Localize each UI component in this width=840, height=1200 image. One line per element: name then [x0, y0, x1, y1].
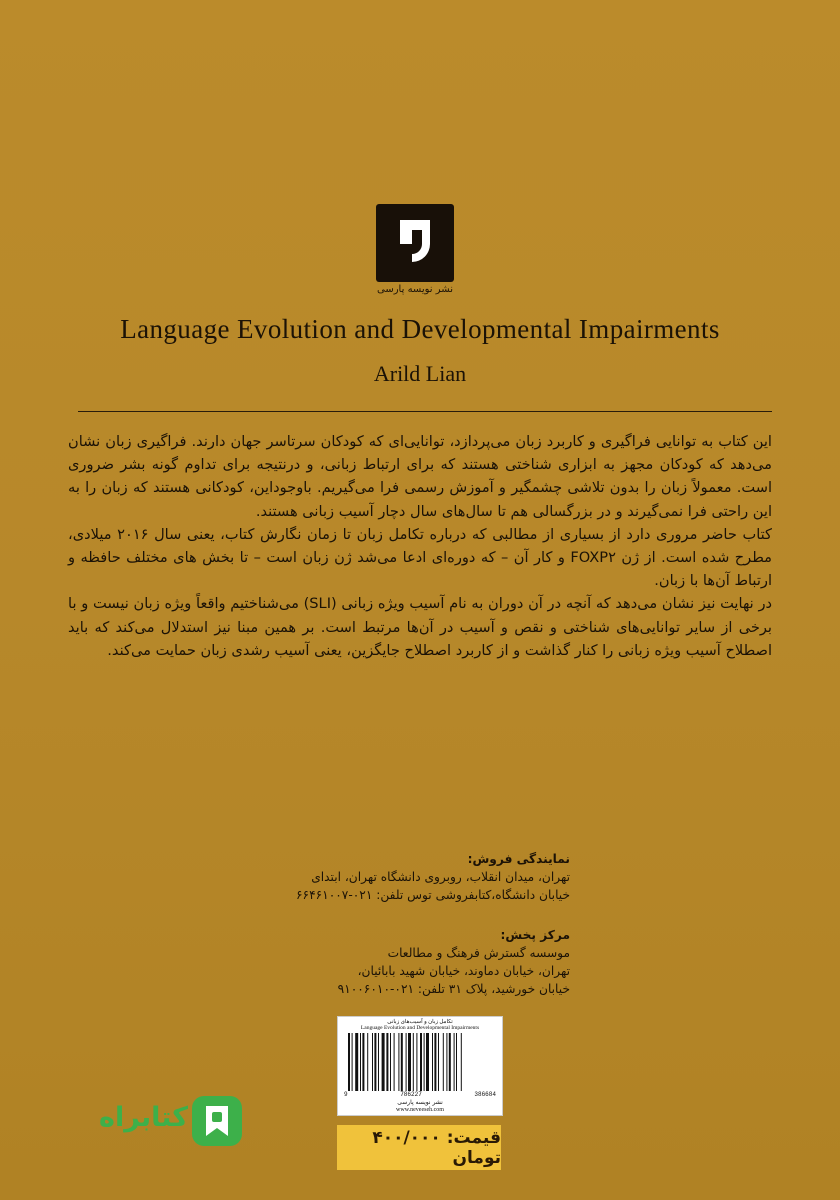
- description-paragraph: در نهایت نیز نشان می‌دهد که آنچه در آن دوران به نام آسیب ویژه زبانی (SLI) می‌شناختیم واقعاً ویژه زبان نیست و با برخی از سایر توانایی‌های شناختی و نقص و آسیب در آن‌ها مرتبط است. بر همین مبنا نیز استدلال می‌کند که باید اصطلاح آسیب ویژه زبانی را کنار گذاشت و از کاربرد اصطلاح جایگزین، یعنی آسیب رشدی زبان حمایت می‌کند.: [68, 595, 772, 659]
- sales-agency: [240, 850, 570, 904]
- distribution-heading: مرکز پخش:: [500, 928, 570, 942]
- barcode-bar: [449, 1033, 451, 1091]
- barcode-bar: [355, 1033, 358, 1091]
- barcode-bar: [360, 1033, 361, 1091]
- description-paragraph: این کتاب به توانایی فراگیری و کاربرد زبان می‌پردازد، توانایی‌ای که کودکان سرتاسر جهان دارند. فراگیری زبان نشان می‌دهد که کودکان مجهز به ابزاری شناختی هستند که برای ارتباط زبانی، و درنتیجه برای تداوم گونه بشر ضروری است. معمولاً زبان را بدون تلاشی چشمگیر و آموزش رسمی فرا می‌گیریم. باوجوداین، کودکانی هستند که زبان را به این راحتی فرا نمی‌گیرند و در بزرگسالی هم تا سال‌های سال دچار آسیب زبانی هستند.: [68, 433, 772, 520]
- barcode-bar: [386, 1033, 388, 1091]
- barcode-title-fa: تکامل زبان و آسیب‌های زبانی: [387, 1019, 453, 1025]
- store-name: کتابراه: [99, 1102, 188, 1133]
- sales-address-line: خیابان دانشگاه،کتابفروشی توس تلفن: ۰۲۱-۶۶۴۶۱۰۰۷: [295, 888, 570, 902]
- barcode-bar: [434, 1033, 436, 1091]
- barcode-bar: [378, 1033, 379, 1091]
- barcode-label: [337, 1016, 503, 1116]
- book-title: Language Evolution and Developmental Impairments: [120, 314, 720, 344]
- barcode-bar: [394, 1033, 395, 1091]
- barcode-bar: [348, 1033, 350, 1091]
- publisher-name: نشر نویسه پارسی: [377, 284, 453, 295]
- barcode-bar: [420, 1033, 422, 1091]
- barcode-digit-group: 786227: [400, 1091, 422, 1098]
- barcode-bar: [398, 1033, 399, 1091]
- barcode-bar: [461, 1033, 462, 1091]
- store-watermark: [40, 1092, 226, 1150]
- barcode-bar: [446, 1033, 447, 1091]
- description-paragraph: کتاب حاضر مروری دارد از بسیاری از مطالبی که درباره تکامل زبان تا زمان نگارش کتاب، یعنی سال ۲۰۱۶ میلادی، مطرح شده است. از ژن FOXP۲ و کار آن – که دوره‌ای ادعا می‌شد ژن زبان است – تا بخش های مختلف حافظه و ارتباط آن‌ها با زبان.: [68, 525, 772, 590]
- barcode-bar: [374, 1033, 376, 1091]
- price-tag: قیمت: ۴۰۰/۰۰۰ تومان: [337, 1125, 501, 1170]
- barcode-publisher: نشر نویسه پارسی: [397, 1099, 443, 1106]
- distribution-address-line: خیابان خورشید، پلاک ۳۱ تلفن: ۰۲۱-۹۱۰۰۶۰۱۰: [337, 982, 570, 996]
- barcode-bar: [406, 1033, 407, 1091]
- publisher-logo: [376, 204, 454, 282]
- book-description: [68, 430, 772, 662]
- barcode-bar: [413, 1033, 414, 1091]
- barcode-bar: [416, 1033, 417, 1091]
- sales-heading: نمایندگی فروش:: [467, 852, 570, 866]
- barcode-website: www.neveeseh.com: [396, 1107, 444, 1113]
- barcode-bar: [456, 1033, 457, 1091]
- barcode-title-en: Language Evolution and Developmental Impairments: [360, 1025, 480, 1031]
- barcode-bar: [372, 1033, 373, 1091]
- barcode-bar: [382, 1033, 385, 1091]
- barcode-book-title: [338, 1019, 502, 1031]
- barcode-digit-group: 386684: [474, 1091, 496, 1098]
- sales-address-line: تهران، میدان انقلاب، روبروی دانشگاه تهران، ابتدای: [311, 870, 570, 884]
- divider: [78, 411, 772, 412]
- barcode-bar: [362, 1033, 364, 1091]
- barcode-bar: [432, 1033, 433, 1091]
- barcode-bar: [438, 1033, 439, 1091]
- barcode-bar: [401, 1033, 403, 1091]
- barcode-bar: [426, 1033, 429, 1091]
- barcode-bar: [424, 1033, 425, 1091]
- barcode-digit-group: 9: [344, 1091, 348, 1098]
- barcode-bar: [390, 1033, 391, 1091]
- barcode-bar: [454, 1033, 455, 1091]
- bookmark-logo-icon: [188, 1092, 246, 1150]
- barcode-bar: [443, 1033, 444, 1091]
- barcode-digits: [344, 1091, 496, 1098]
- publisher-logo-icon: [390, 214, 440, 270]
- barcode-icon: [348, 1033, 492, 1091]
- barcode-bar: [367, 1033, 368, 1091]
- barcode-bar: [408, 1033, 411, 1091]
- distribution-center: [240, 926, 570, 998]
- distribution-address-line: موسسه گسترش فرهنگ و مطالعات: [387, 946, 570, 960]
- book-author: Arild Lian: [373, 361, 467, 386]
- distribution-address-line: تهران، خیابان دماوند، خیابان شهید بابائیان،: [357, 964, 570, 978]
- barcode-bar: [352, 1033, 353, 1091]
